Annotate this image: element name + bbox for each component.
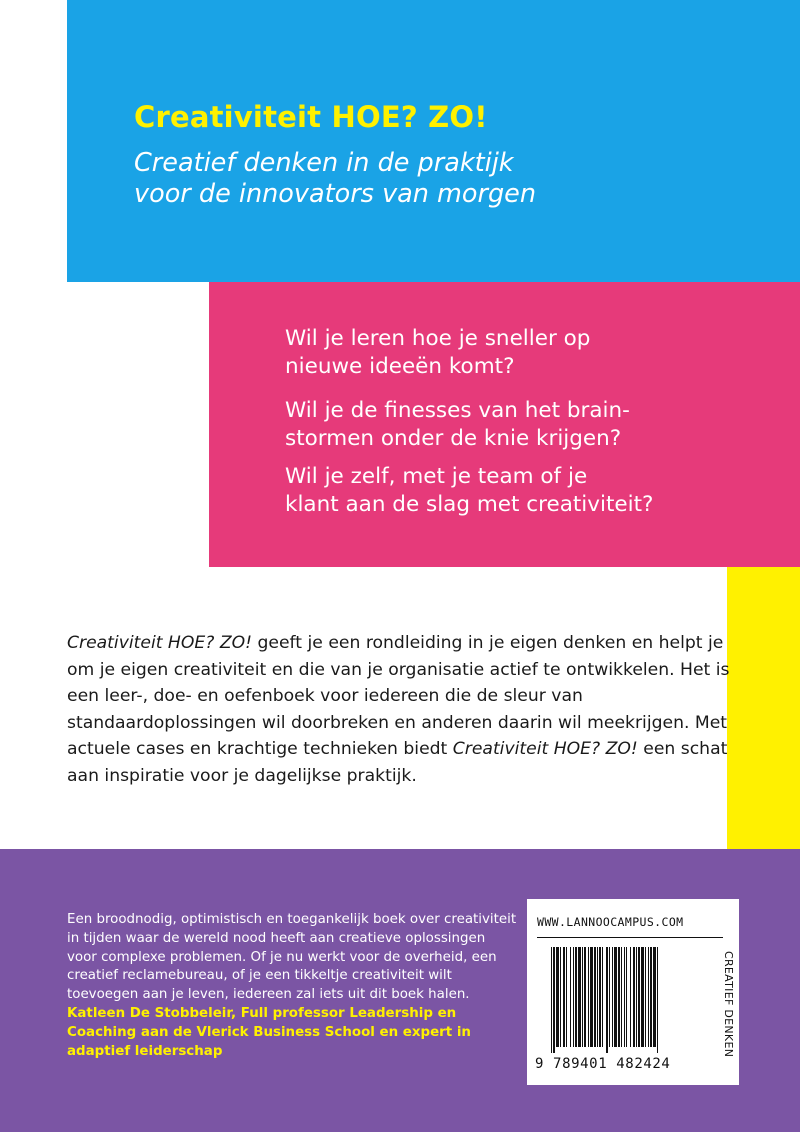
isbn-number: 9 789401 482424: [535, 1056, 671, 1072]
question-line: Wil je de finesses van het brain-: [285, 398, 630, 423]
isbn-barcode: [549, 947, 701, 1053]
barcode-bar: [612, 947, 613, 1047]
barcode-bar: [602, 947, 603, 1047]
book-subtitle: [134, 148, 774, 210]
subtitle-line: voor de innovators van morgen: [134, 179, 537, 209]
question-line: klant aan de slag met creativiteit?: [285, 492, 654, 517]
quote-author: Katleen De Stobbeleir, Full professor Leadership en Coaching aan de Vlerick Business School en expert in adaptief leiderschap: [67, 1005, 471, 1059]
barcode-bar: [563, 947, 565, 1047]
divider: [537, 937, 723, 938]
question-line: stormen onder de knie krijgen?: [285, 426, 622, 451]
barcode-bar: [570, 947, 571, 1047]
barcode-bar: [599, 947, 601, 1047]
barcode-bar: [590, 947, 593, 1047]
barcode-bar: [618, 947, 620, 1047]
publisher-website: WWW.LANNOOCAMPUS.COM: [537, 915, 684, 929]
book-description: [67, 630, 732, 789]
barcode-bar: [630, 947, 631, 1047]
title-reference: Creativiteit HOE? ZO!: [67, 633, 253, 653]
barcode-bar: [614, 947, 617, 1047]
barcode-bar: [553, 947, 555, 1053]
title-reference: Creativiteit HOE? ZO!: [452, 739, 638, 759]
barcode-bar: [645, 947, 646, 1047]
barcode-bar: [588, 947, 589, 1047]
quote-text: Een broodnodig, optimistisch en toegankelijk boek over creativiteit in tijden waar de wereld nood heeft aan creatieve oplossingen voor complexe problemen. Of je nu werkt voor de overheid, een creatief reclamebureau, of je een tikkeltje creativiteit wilt toevoegen aan je leven, iedereen zal iets uit dit boek halen.: [67, 912, 517, 1003]
barcode-bar: [582, 947, 583, 1047]
description-text: geeft je een rondleiding in je eigen denken en helpt je om je eigen creativiteit en die van je organisatie actief te ontwikkelen. Het is een leer-, doe- en oefenboek voor iedereen die de sleur van standaardoplossingen wil doorbreken en anderen daarin wil meekrijgen. Met actuele cases en krachtige technieken biedt: [67, 633, 730, 759]
barcode-bar: [621, 947, 622, 1047]
barcode-bar: [556, 947, 559, 1047]
question-2: [285, 397, 785, 453]
endorsement-quote: [67, 911, 517, 1061]
barcode-bar: [573, 947, 574, 1047]
barcode-bar: [653, 947, 656, 1047]
barcode-bar: [597, 947, 598, 1047]
barcode-bar: [657, 947, 658, 1053]
barcode-bar: [636, 947, 637, 1047]
barcode-bar: [584, 947, 586, 1047]
title-panel: [67, 0, 800, 282]
barcode-bar: [624, 947, 625, 1047]
question-line: nieuwe ideeën komt?: [285, 354, 515, 379]
barcode-bar: [641, 947, 644, 1047]
category-label: CREATIEF DENKEN: [722, 951, 735, 1058]
barcode-bar: [626, 947, 627, 1047]
barcode-bar: [560, 947, 561, 1047]
barcode-bar: [648, 947, 649, 1047]
barcode-bar: [594, 947, 596, 1047]
barcode-bar: [606, 947, 608, 1053]
question-line: Wil je zelf, met je team of je: [285, 464, 588, 489]
question-1: [285, 325, 785, 381]
barcode-bar: [650, 947, 652, 1047]
barcode-bar: [551, 947, 552, 1053]
barcode-bar: [566, 947, 567, 1047]
barcode-box: [527, 899, 739, 1085]
yellow-accent-strip: [727, 567, 800, 849]
question-3: [285, 463, 785, 519]
barcode-bar: [633, 947, 635, 1047]
barcode-bar: [609, 947, 610, 1047]
question-line: Wil je leren hoe je sneller op: [285, 326, 591, 351]
barcode-bar: [578, 947, 581, 1047]
barcode-bar: [575, 947, 577, 1047]
book-title: Creativiteit HOE? ZO!: [134, 100, 488, 134]
barcode-bar: [638, 947, 640, 1047]
description-text: een schat aan inspiratie voor je dagelijkse praktijk.: [67, 739, 728, 786]
subtitle-line: Creatief denken in de praktijk: [134, 148, 514, 178]
